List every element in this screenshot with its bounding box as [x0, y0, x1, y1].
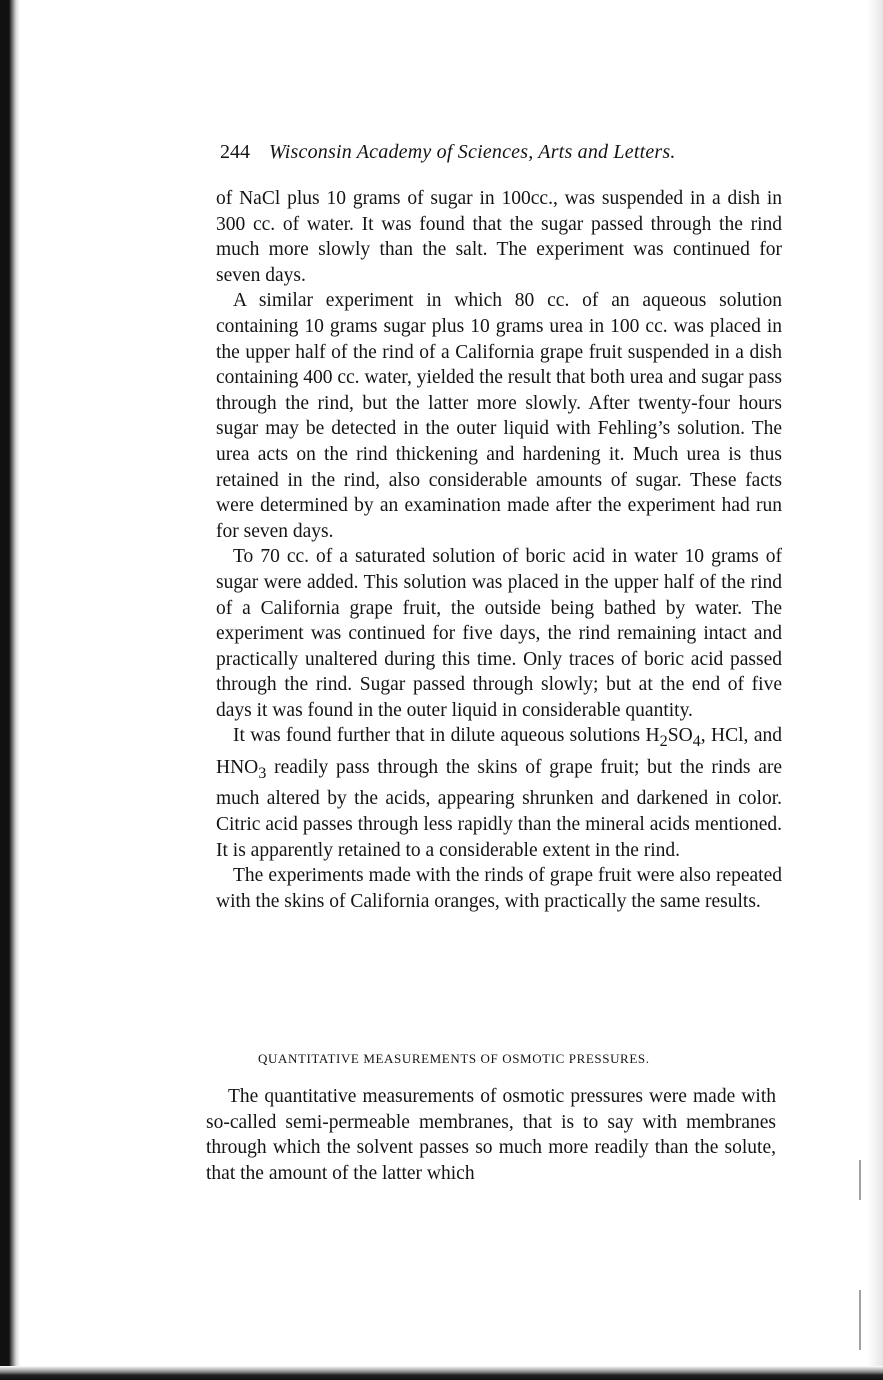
running-head — [220, 141, 740, 171]
paragraph-boric-acid-experiment: To 70 cc. of a saturated solution of boric acid in water 10 grams of sugar were added. This solution was placed in the upper half of the rind of a California grape fruit, the outside being bathed by water. The experiment was continued for five days, the rind remaining intact and practically unaltered during this time. Only traces of boric acid passed through the rind. Sugar passed through slowly; but at the end of five days it was found in the outer liquid in considerable quantity. — [216, 546, 782, 721]
acid-text-4: readily pass through the skins of grape fruit; but the rinds are much altered by the acids, appearing shrunken and darkened in color. Citric acid passes through less rapidly than the mineral acids mentioned. It is apparently retained to a considerable extent in the rind. — [216, 756, 782, 861]
page-number: 244 — [220, 141, 250, 163]
scan-speck — [859, 1160, 861, 1200]
paragraph-oranges: The experiments made with the rinds of grape fruit were also repeated with the skins of California oranges, with practically the same results. — [216, 865, 782, 912]
scan-left-edge — [0, 0, 20, 1380]
paragraph-osmotic-intro: The quantitative measurements of osmotic pressures were made with so-called semi-permeable membranes, that is to say with membranes through which the solvent passes so much more readily than the solute, that the amount of the latter which — [206, 1086, 776, 1184]
paragraph-urea-experiment: A similar experiment in which 80 cc. of an aqueous solution containing 10 grams sugar plus 10 grams urea in 100 cc. was placed in the upper half of the rind of a California grape fruit suspended in a dish containing 400 cc. water, yielded the result that both urea and sugar pass through the rind, but the latter more slowly. After twenty-four hours sugar may be detected in the outer liquid with Fehling’s solution. The urea acts on the rind thickening and hardening it. Much urea is thus retained in the rind, also considerable amounts of sugar. These facts were determined by an examination made after the experiment had run for seven days. — [216, 290, 782, 542]
paragraph-mineral-acids — [216, 723, 782, 863]
acid-text-3: , HCl, and HNO — [216, 725, 782, 778]
acid-text-1: It was found further that in dilute aqueous solutions H — [233, 725, 660, 747]
body-text — [216, 186, 782, 914]
journal-title: Wisconsin Academy of Sciences, Arts and Letters. — [269, 141, 676, 163]
scan-bottom-edge — [0, 1366, 883, 1380]
subscript: 2 — [659, 732, 668, 751]
scan-right-edge — [853, 0, 883, 1380]
subscript: 3 — [258, 763, 267, 782]
section-body-text — [206, 1084, 776, 1186]
section-heading: QUANTITATIVE MEASUREMENTS OF OSMOTIC PRESSURES. — [258, 1051, 650, 1066]
scan-speck — [859, 1290, 861, 1350]
paragraph-continued: of NaCl plus 10 grams of sugar in 100cc., was suspended in a dish in 300 cc. of water. It was found that the sugar passed through the rind much more slowly than the salt. The experiment was continued for seven days. — [216, 188, 782, 286]
subscript: 4 — [692, 732, 701, 751]
acid-text-2: SO — [667, 725, 693, 747]
